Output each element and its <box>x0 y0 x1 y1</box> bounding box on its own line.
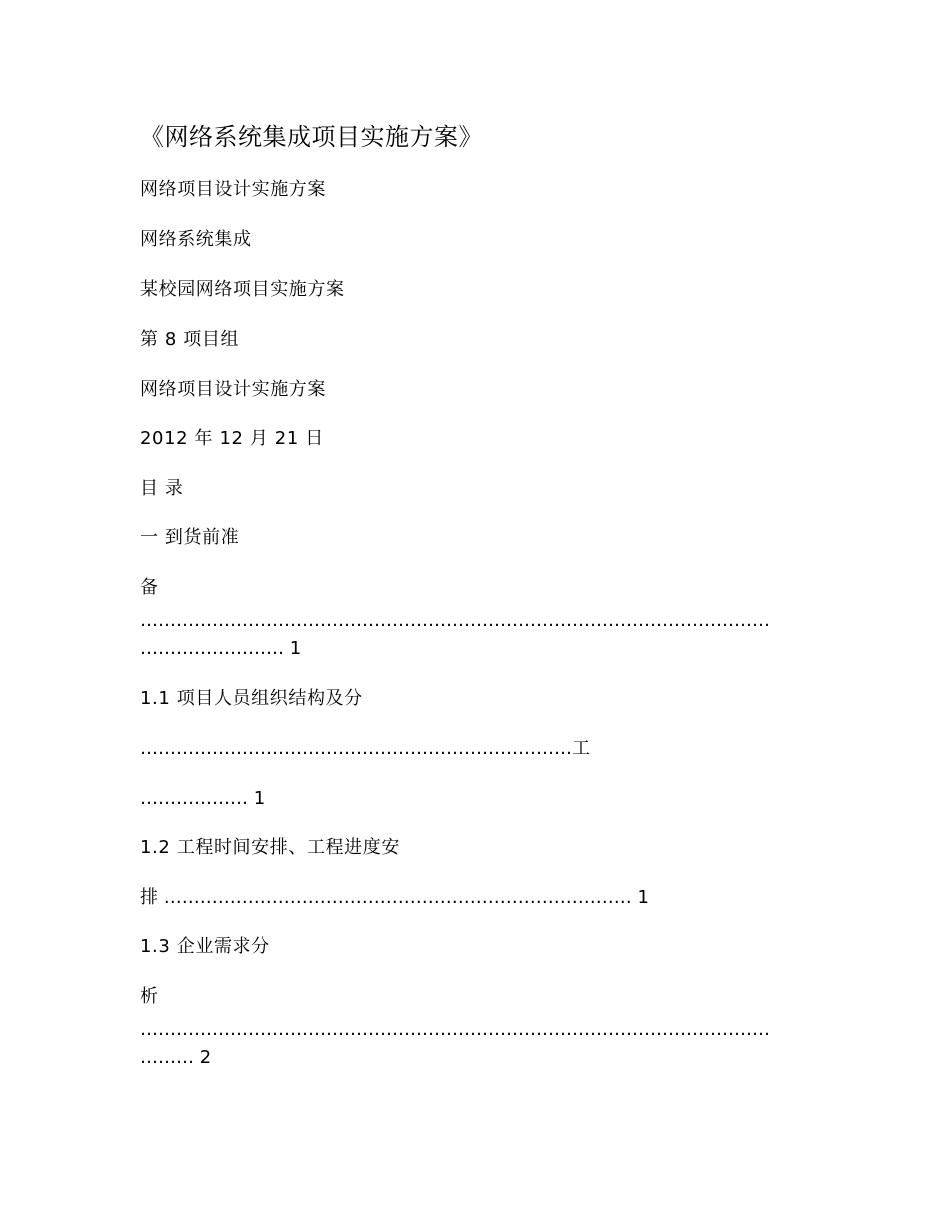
toc-entry-1-3-leader: …………………………………………………………………………………………… <box>140 1019 770 1040</box>
subtitle-line: 网络项目设计实施方案 <box>140 179 326 200</box>
plan-name-line: 网络项目设计实施方案 <box>140 379 326 400</box>
toc-entry-1-3-page: ……… 2 <box>140 1047 212 1068</box>
toc-entry-1-title-cont: 备 <box>140 577 159 598</box>
toc-entry-1-1-page: ……………… 1 <box>140 788 266 809</box>
group-line: 第 8 项目组 <box>140 329 240 350</box>
date-line: 2012 年 12 月 21 日 <box>140 428 324 449</box>
toc-entry-1-1-title: 1.1 项目人员组织结构及分 <box>140 688 363 709</box>
toc-entry-1-1-leader: ………………………………………………………………工 <box>140 738 590 759</box>
project-name-line: 某校园网络项目实施方案 <box>140 279 345 300</box>
toc-entry-1-3-title: 1.3 企业需求分 <box>140 936 270 957</box>
toc-entry-1-title: 一 到货前准 <box>140 527 240 548</box>
toc-entry-1-2-leader: 排 …………………………………………………………………… 1 <box>140 887 649 908</box>
document-title: 《网络系统集成项目实施方案》 <box>140 123 483 151</box>
toc-entry-1-leader: …………………………………………………………………………………………… <box>140 610 770 631</box>
course-line: 网络系统集成 <box>140 229 252 250</box>
toc-heading: 目 录 <box>140 478 184 499</box>
toc-entry-1-page: …………………… 1 <box>140 638 302 659</box>
toc-entry-1-2-title: 1.2 工程时间安排、工程进度安 <box>140 837 400 858</box>
toc-entry-1-3-title-cont: 析 <box>140 986 159 1007</box>
